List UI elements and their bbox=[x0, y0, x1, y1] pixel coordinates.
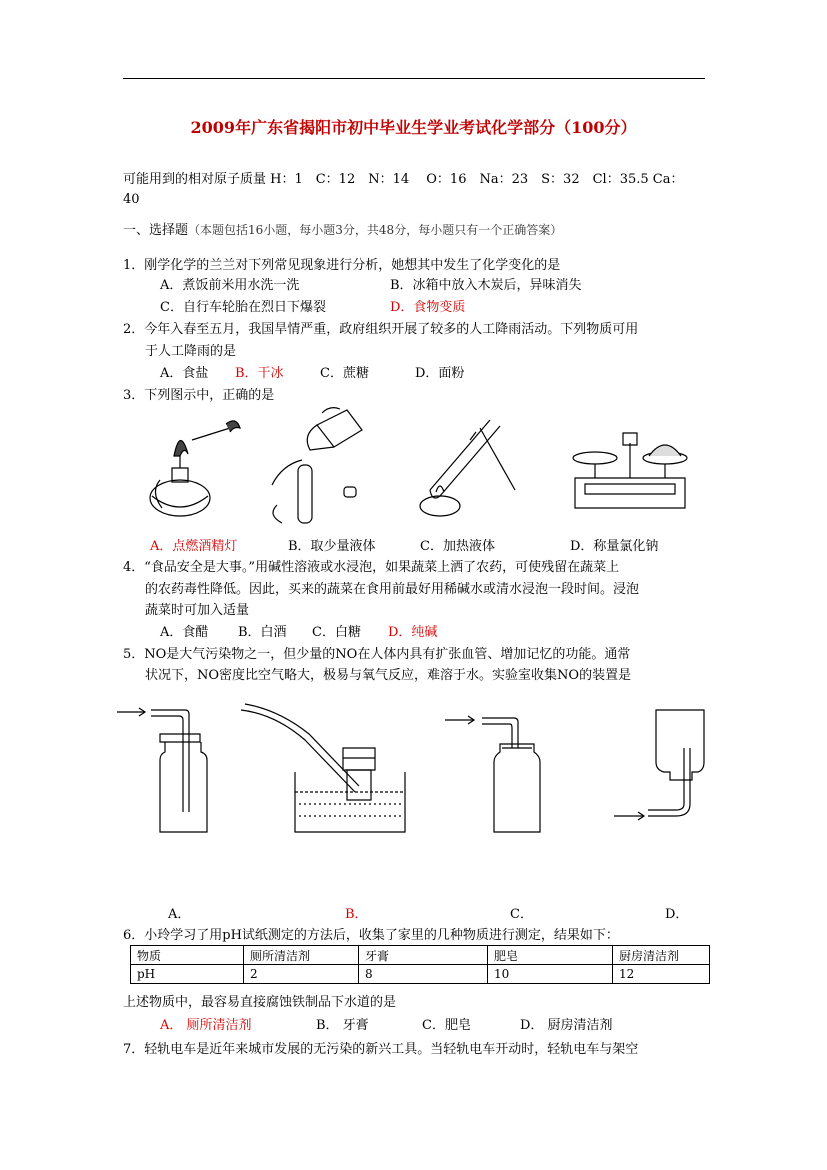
q4-option-b: B．白酒 bbox=[238, 625, 287, 640]
q6-option-b: B． 牙膏 bbox=[316, 1018, 369, 1033]
section-title: 一、选择题 bbox=[123, 223, 189, 238]
table-cell: 物质 bbox=[131, 946, 244, 965]
table-cell: 厨房清洁剂 bbox=[613, 946, 710, 965]
question-2-stem-2: 于人工降雨的是 bbox=[145, 344, 237, 359]
table-cell: 2 bbox=[244, 965, 359, 984]
question-4-stem-2: 的农药毒性降低。因此，买来的蔬菜在食用前最好用稀碱水或清水浸泡一段时间。浸泡 bbox=[145, 582, 640, 597]
question-1-stem: 1．刚学化学的兰兰对下列常见现象进行分析，她想其中发生了化学变化的是 bbox=[123, 258, 561, 273]
atomic-mass-line-2: 40 bbox=[123, 192, 140, 207]
q3-option-b: B．取少量液体 bbox=[288, 539, 376, 554]
table-row bbox=[131, 965, 710, 984]
q3-option-c: C．加热液体 bbox=[420, 539, 495, 554]
q3-option-a: A．点燃酒精灯 bbox=[150, 539, 238, 554]
table-cell: 牙膏 bbox=[359, 946, 488, 965]
top-rule bbox=[123, 78, 705, 79]
q2-option-c: C．蔗糖 bbox=[320, 366, 369, 381]
table-cell: 12 bbox=[613, 965, 710, 984]
apparatus-a bbox=[115, 700, 215, 840]
section-heading bbox=[123, 220, 562, 241]
table-cell: 10 bbox=[488, 965, 613, 984]
q4-option-d: D．纯碱 bbox=[388, 625, 438, 640]
apparatus-c bbox=[440, 700, 550, 840]
q2-option-b: B．干冰 bbox=[235, 366, 284, 381]
question-4-stem-3: 蔬菜时可加入适量 bbox=[145, 603, 250, 618]
q6-option-d: D． 厨房清洁剂 bbox=[520, 1018, 613, 1033]
table-cell: pH bbox=[131, 965, 244, 984]
apparatus-b bbox=[235, 700, 415, 840]
q5-option-a: A． bbox=[168, 907, 191, 922]
figure-alcohol-lamp bbox=[140, 418, 250, 528]
question-5-stem: 5．NO是大气污染物之一，但少量的NO在人体内具有扩张血管、增加记忆的功能。通常 bbox=[123, 647, 631, 662]
q4-option-c: C．白糖 bbox=[312, 625, 361, 640]
q5-option-c: C． bbox=[510, 907, 533, 922]
question-5-stem-2: 状况下，NO密度比空气略大，极易与氧气反应，难溶于水。实验室收集NO的装置是 bbox=[145, 668, 632, 683]
question-2-stem: 2．今年入春至五月，我国旱情严重，政府组织开展了较多的人工降雨活动。下列物质可用 bbox=[123, 322, 639, 337]
section-note: （本题包括16小题，每小题3分，共48分，每小题只有一个正确答案） bbox=[188, 223, 563, 237]
question-4-stem: 4．“食品安全是大事。”用碱性溶液或水浸泡，如果蔬菜上洒了农药，可使残留在蔬菜上 bbox=[123, 560, 620, 575]
table-cell: 8 bbox=[359, 965, 488, 984]
figure-balance bbox=[565, 428, 695, 518]
page-title: 2009年广东省揭阳市初中毕业生学业考试化学部分（100分） bbox=[190, 118, 637, 137]
figure-heating-liquid bbox=[410, 410, 530, 520]
table-cell: 肥皂 bbox=[488, 946, 613, 965]
q5-option-b: B． bbox=[345, 907, 368, 922]
question-7-stem: 7．轻轨电车是近年来城市发展的无污染的新兴工具。当轻轨电车开动时，轻轨电车与架空 bbox=[123, 1042, 639, 1057]
apparatus-d bbox=[612, 700, 712, 830]
q1-option-d: D．食物变质 bbox=[390, 300, 466, 315]
question-3-stem: 3．下列图示中，正确的是 bbox=[123, 388, 275, 403]
q4-option-a: A．食醋 bbox=[160, 625, 209, 640]
q2-option-d: D．面粉 bbox=[415, 366, 465, 381]
atomic-mass-line: 可能用到的相对原子质量 H：1 C：12 N：14 O：16 Na：23 S：32 Cl：35.5 Ca： bbox=[123, 172, 684, 187]
q1-option-a: A．煮饭前米用水洗一洗 bbox=[160, 278, 300, 293]
q2-option-a: A．食盐 bbox=[160, 366, 209, 381]
q3-option-d: D．称量氯化钠 bbox=[570, 539, 659, 554]
question-6-prompt: 上述物质中，最容易直接腐蚀铁制品下水道的是 bbox=[123, 995, 397, 1010]
table-cell: 厕所清洁剂 bbox=[244, 946, 359, 965]
q1-option-c: C．自行车轮胎在烈日下爆裂 bbox=[160, 300, 326, 315]
figure-taking-liquid bbox=[262, 405, 372, 530]
q1-option-b: B．冰箱中放入木炭后，异味消失 bbox=[390, 278, 582, 293]
q6-option-a: A． 厕所清洁剂 bbox=[160, 1018, 252, 1033]
q6-option-c: C．肥皂 bbox=[422, 1018, 471, 1033]
question-6-stem: 6．小玲学习了用pH试纸测定的方法后，收集了家里的几种物质进行测定，结果如下： bbox=[123, 928, 619, 943]
q5-option-d: D． bbox=[665, 907, 689, 922]
table-header-row bbox=[131, 946, 710, 965]
ph-table bbox=[130, 945, 710, 984]
